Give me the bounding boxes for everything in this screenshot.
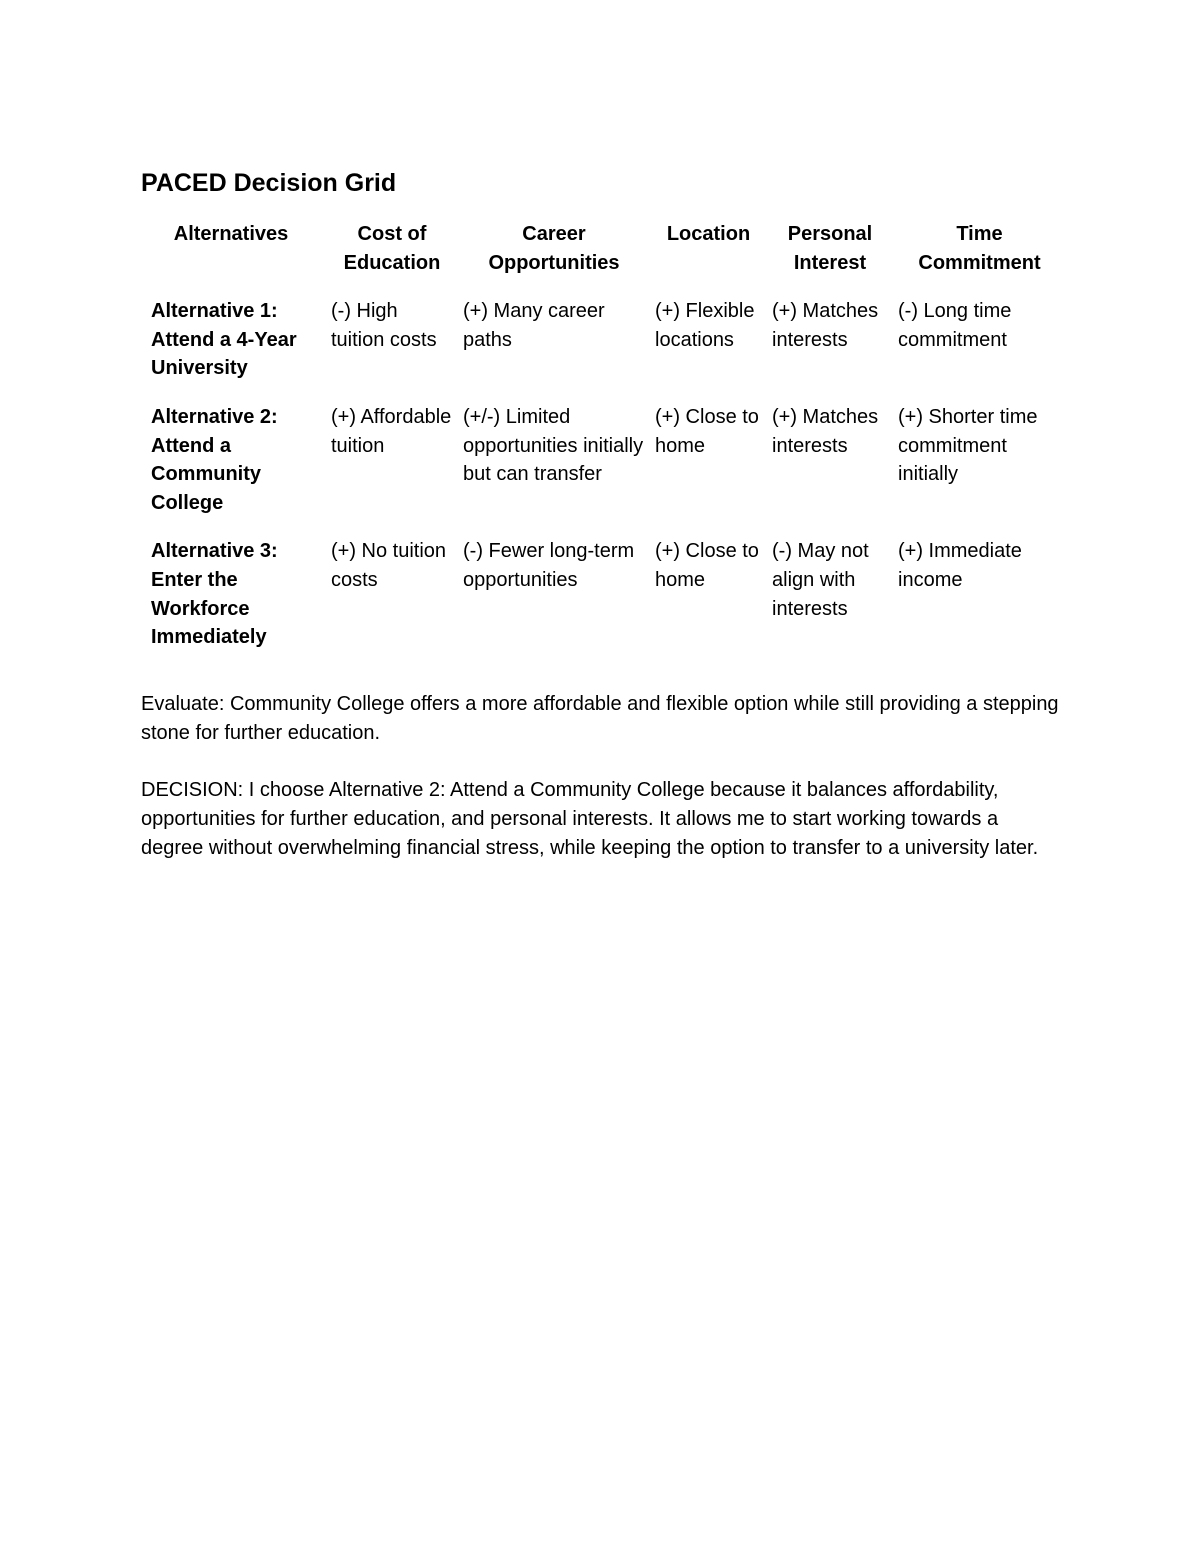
- header-row: [141, 220, 1061, 297]
- cost-cell: (+) No tuition costs: [331, 540, 447, 591]
- column-header-time: Time Commitment: [918, 223, 1041, 274]
- table-row: [141, 297, 1061, 403]
- interest-cell: (+) Matches interests: [772, 300, 879, 351]
- career-cell: (+) Many career paths: [463, 300, 605, 351]
- document-title: PACED Decision Grid: [141, 169, 397, 197]
- location-cell: (+) Close to home: [655, 540, 759, 591]
- alternative-cell: Alternative 3: Enter the Workforce Immediately: [151, 540, 278, 649]
- time-cell: (+) Shorter time commitment initially: [898, 405, 1038, 486]
- column-header-alternatives: Alternatives: [173, 223, 289, 245]
- table-row: [141, 537, 1061, 671]
- decision-grid-table: [141, 220, 1061, 672]
- column-header-cost: Cost of Education: [343, 223, 441, 274]
- alternative-cell: Alternative 1: Attend a 4-Year University: [151, 300, 297, 380]
- interest-cell: (-) May not align with interests: [772, 540, 869, 620]
- evaluate-paragraph: Evaluate: Community College offers a more affordable and flexible option while still providing a stepping stone for further education.: [141, 693, 1059, 744]
- time-cell: (+) Immediate income: [898, 540, 1022, 591]
- location-cell: (+) Flexible locations: [655, 300, 755, 351]
- career-cell: (+/-) Limited opportunities initially but can transfer: [463, 405, 644, 486]
- alternative-cell: Alternative 2: Attend a Community College: [151, 405, 278, 514]
- column-header-location: Location: [666, 223, 751, 245]
- column-header-interest: Personal Interest: [787, 223, 873, 274]
- column-header-career: Career Opportunities: [488, 223, 620, 274]
- decision-paragraph: DECISION: I choose Alternative 2: Attend a Community College because it balances affordability, opportunities for further education, and personal interests. It allows me to start working towards a degree without overwhelming financial stress, while keeping the option to transfer to a university later.: [141, 779, 1039, 859]
- cost-cell: (-) High tuition costs: [331, 300, 437, 351]
- interest-cell: (+) Matches interests: [772, 405, 879, 457]
- career-cell: (-) Fewer long-term opportunities: [463, 540, 635, 591]
- time-cell: (-) Long time commitment: [898, 300, 1012, 351]
- table-row: [141, 403, 1061, 537]
- cost-cell: (+) Affordable tuition: [331, 405, 452, 457]
- location-cell: (+) Close to home: [655, 405, 759, 457]
